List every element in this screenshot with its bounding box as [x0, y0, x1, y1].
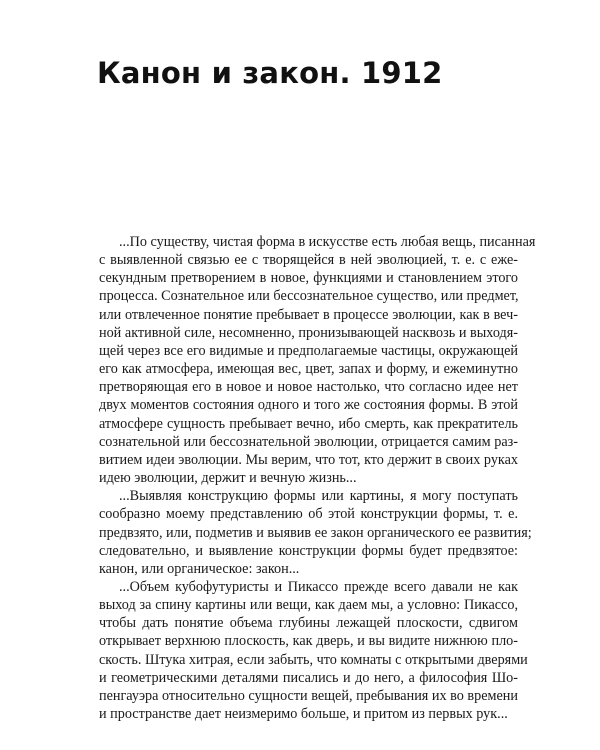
text-line: ...Объем кубофутуристы и Пикассо прежде всего давали не как — [119, 578, 518, 595]
text-line: с выявленной связью ее с творящейся в ней эволюцией, т. е. с еже- — [99, 252, 518, 269]
text-line: ной активной силе, несомненно, пронизывающей насквозь и выходя- — [99, 324, 518, 341]
text-line: или отвлеченное понятие пребывает в процессе эволюции, как в веч- — [99, 306, 518, 323]
text-line: сознательной или бессознательной эволюции, отрицается самим раз- — [99, 433, 518, 450]
text-line: претворяющая его в новое и новое настолько, что согласно идее нет — [99, 379, 518, 396]
text-line: предвзято, или, подметив и выявив ее закон органического ее развития; — [99, 524, 532, 541]
text-line: чтобы дать понятие объема глубины лежащей плоскости, сдвигом — [99, 615, 518, 632]
chapter-title: Канон и закон. 1912 — [97, 56, 443, 90]
text-line: процесса. Сознательное или бессознательное существо, или предмет, — [99, 288, 519, 305]
text-line: витием идеи эволюции. Мы верим, что тот, кто держит в своих руках — [99, 451, 518, 468]
text-line: скость. Штука хитрая, если забыть, что комнаты с открытыми дверями — [99, 651, 528, 668]
text-line: пенгауэра относительно сущности вещей, пребывания их во времени — [99, 687, 518, 704]
body-text — [99, 233, 536, 723]
text-line: атмосфере сущность пребывает вечно, ибо смерть, как прекратитель — [99, 415, 518, 432]
text-line: секундным претворением в новое, функциями и становлением этого — [99, 270, 518, 287]
text-line: ...Выявляя конструкцию формы или картины, я могу поступать — [119, 488, 518, 505]
text-line: и геометрическими деталями писались и до него, а философия Шо- — [99, 669, 518, 686]
text-line: выход за спину картины или вещи, как даем мы, а условно: Пикассо, — [99, 597, 518, 614]
text-line: двух моментов состояния одного и того же состояния формы. В этой — [99, 397, 518, 414]
text-line: и пространстве дает неизмеримо больше, и притом из первых рук... — [99, 706, 508, 723]
text-line: канон, или органическое: закон... — [99, 560, 300, 577]
text-line: ...По существу, чистая форма в искусстве есть любая вещь, писанная — [119, 234, 536, 250]
text-line: следовательно, и выявление конструкции формы будет предвзятое: — [99, 542, 518, 559]
text-line: щей через все его видимые и предполагаемые частицы, окружающей — [99, 342, 518, 359]
text-line: открывает верхнюю плоскость, как дверь, и вы видите нижнюю пло- — [99, 633, 518, 650]
text-line: его как атмосфера, имеющая вес, цвет, запах и форму, и ежеминутно — [99, 361, 518, 378]
text-line: сообразно моему представлению об этой конструкции формы, т. е. — [99, 506, 518, 523]
text-line: идею эволюции, держит и вечную жизнь... — [99, 470, 357, 487]
